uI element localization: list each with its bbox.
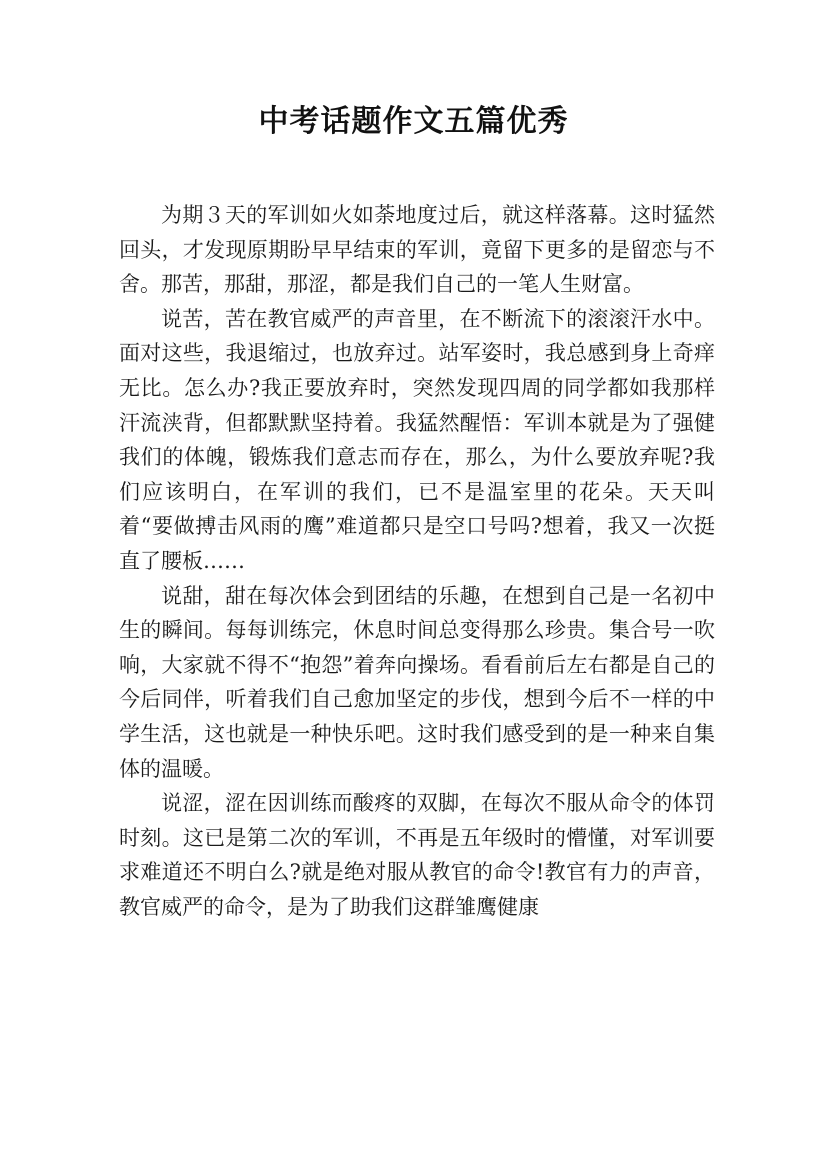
document-body <box>119 198 715 924</box>
paragraph-4: 说涩，涩在因训练而酸疼的双脚，在每次不服从命令的体罚时刻。这已是第二次的军训，不再是五年级时的懵懂，对军训要求难道还不明白么?就是绝对服从教官的命令!教官有力的声音，教官威严的命令，是为了助我们这群雏鹰健康 <box>119 791 715 919</box>
paragraph-3: 说甜，甜在每次体会到团结的乐趣，在想到自己是一名初中生的瞬间。每每训练完，休息时间总变得那么珍贵。集合号一吹响，大家就不得不“抱怨”着奔向操场。看看前后左右都是自己的今后同伴，听着我们自己愈加坚定的步伐，想到今后不一样的中学生活，这也就是一种快乐吧。这时我们感受到的是一种来自集体的温暖。 <box>119 583 715 781</box>
paragraph-2: 说苦，苦在教官威严的声音里，在不断流下的滚滚汗水中。面对这些，我退缩过，也放弃过。站军姿时，我总感到身上奇痒无比。怎么办?我正要放弃时，突然发现四周的同学都如我那样汗流浃背，但都默默坚持着。我猛然醒悟：军训本就是为了强健我们的体魄，锻炼我们意志而存在，那么，为什么要放弃呢?我们应该明白，在军训的我们，已不是温室里的花朵。天天叫着“要做搏击风雨的鹰”难道都只是空口号吗?想着，我又一次挺直了腰板…… <box>119 306 715 573</box>
paragraph-1: 为期３天的军训如火如荼地度过后，就这样落幕。这时猛然回头，才发现原期盼早早结束的军训，竟留下更多的是留恋与不舍。那苦，那甜，那涩，都是我们自己的一笔人生财富。 <box>119 203 715 297</box>
document-title: 中考话题作文五篇优秀 <box>258 104 569 139</box>
